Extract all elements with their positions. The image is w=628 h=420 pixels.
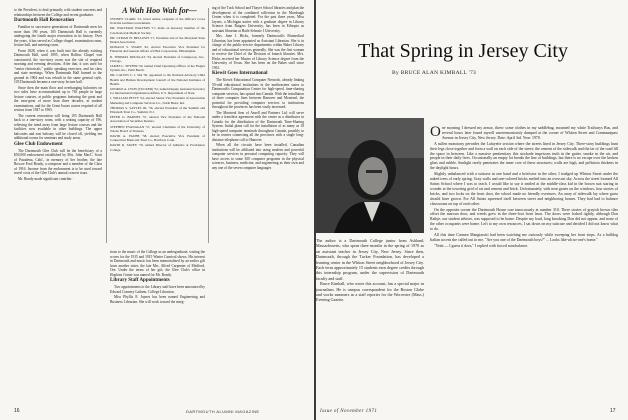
left-column-1	[14, 8, 102, 404]
section-heading: Glee Club Endowment	[14, 141, 63, 147]
paragraph: Miss Phyllis E. Jaynes has been named Engineering and Business Librarian. She will work toward the merg-	[110, 295, 205, 304]
paragraph: Two appointments to the Library staff have been announced by Edward Connery Lathem, College Librarian.	[110, 285, 205, 294]
article-caption	[316, 238, 424, 403]
article-title: That Spring in Jersey City	[358, 40, 568, 62]
article-body	[430, 126, 618, 406]
box-entry: DAVID A. FAUBE '58, elected Executive Vice President of Connecticut Bank and Trust Co., Hartford, Conn.	[110, 134, 205, 143]
box-entry: JAMES L. SEYFER '50, named Chief Operating Officer of the Flagler System, Inc., Palm Beach.	[110, 64, 205, 73]
body-paragraph: ne morning I dressed my armor, threw some clothes in my saddlebag, mounted my white Trailways Bus, and several hours later found myself unceremoniously dumped at the corner of Whiton Street and Communipaw Avenue in Jersey City, New Jersey. Date: April 3rd. Year: 1970.	[441, 126, 618, 140]
paragraph: From 1828, when it was built into the already existing Dartmouth Hall, until 1895, when Rollins Chapel was constructed, the two-story room was the site of required morning and evening devotions. After that, it was used for "senior rhetoricals," public speaking exercises, and for class and state meetings. When Dartmouth Hall burned to the ground in 1904 and was rebuilt in the same general style, 105 Dartmouth became a one-story lecture hall.	[14, 48, 102, 84]
caption-paragraph: Bruce Kimball, who wrote this account, has a special major in journalism. He is campus correspondent for the Boston Globe and works summers as a staff reporter for the Worcester (Mass.) Evening Gazette.	[316, 281, 424, 303]
column-rule	[106, 8, 107, 243]
magazine-footer: DARTMOUTH ALUMNI MAGAZINE	[186, 409, 260, 414]
body-paragraph: "Yeah — I guess it does," I replied with forced nonchalance.	[434, 243, 529, 248]
page-number: 16	[14, 408, 20, 414]
left-column-3	[212, 6, 304, 404]
box-entry: J. WILLIAM PETTY '54, elected Senior Vice President of Association Marketing and Computer Services Co., North Bend, Ind.	[110, 96, 205, 105]
box-entry: DR. CALVIN C. J. SIA '50, appointed to the National Advisory Child Health and Human Development Council of the National Institutes of Health.	[110, 73, 205, 86]
article-byline: By BRUCE ALAN KIMBALL '73	[392, 70, 477, 76]
paragraph: Familiar to successive generations of Dartmouth men for more than 190 years, 105 Dartmouth Hall is currently undergoing the fourth major renovation in its history. Over the years, it has served as College chapel, examination room, lecture hall, and meeting room.	[14, 25, 102, 47]
section-heading: Dartmouth Hall Renovation	[14, 18, 74, 23]
issue-footer: Issue of November 1971	[320, 409, 378, 414]
paragraph: Mr. Bondy made significant contribu-	[18, 176, 73, 181]
body-paragraph: Slightly unbalanced with a suitcase in one hand and a briefcase in the other, I trudged up Whiton Street under the naked trees of early spring. Gray walls and one-colored bricks melted into an overcast sky. Across the street loomed All Saints School where I was to teach. I would like to say it smiled at the middle-class kid in the brown suit staring in wonder at the towering grid of rat and cement and brick. Unfortunately, with neat grates on the windows, four stories of bricks, and two locks on the front door, the school made no friendly overtures. An array of sidewalk lay where grass should have grown. For All Saints squeezed itself between street and neighboring homes. They had had to balance classrooms on top of each other.	[430, 172, 618, 206]
box-entry: PETER G. BARNES '57, elected Vice President of the National Association of Securities Dealers.	[110, 115, 205, 124]
left-column-2	[110, 250, 205, 404]
section-heading: Library Staff Appointments	[110, 278, 170, 283]
paragraph: Since then the main floor and overhanging balconies on two sides have accommodated up to 765 people in large lecture courses, at public programs featuring the great and the near-great of more than three decades, at student examinations, and for the Great Issues course required of all seniors from 1947 to 1965.	[14, 85, 102, 112]
right-page	[316, 0, 628, 420]
body-paragraph: All this time Carmen Mangiarotti had been watching me curiously while sweeping her front steps. As a bulldog Italian accent she called out to me, "Are you one of the Dartmouth boys?" ... Looks like-uh no-one's home."	[430, 233, 618, 242]
box-entry: DR. WALTMAN WALTERS '17, made an honorary member of the Czechoslovak Medical Society.	[110, 26, 205, 35]
drop-cap: O	[430, 126, 441, 140]
section-heading: Kiewit Goes International	[212, 71, 268, 76]
intro-text: to the President, to deal primarily with student concerns and relationships between the College and recent graduates.	[14, 8, 102, 17]
column-rule	[208, 8, 209, 243]
author-photo	[316, 118, 424, 233]
box-entry: DR. LYMAN H. BELLOWS '17, President and of the Maryland State Dental Association.	[110, 35, 205, 45]
paragraph: The Dartmouth Glee Club will be the beneficiary of a $50,000 endowment established by Mrs. John MacC. Scott of Pasadena, Calif., in memory of her brother, the late Roscoe Ford Bondy, a composer and a member of the Class of 1916. Income from the endowment is to be used toward travel costs of the Glee Club's annual concert tours.	[14, 148, 102, 175]
paragraph: ing of the Tuck School and Thayer School libraries and plan the development of the combined collection in the Murdough Center when it is completed. For the past three years, Miss Jaynes, a Michigan native with a graduate degree in Library Science from Rutgers University, has been in Ethiopia as assistant librarian at Haile Selassie I University.	[212, 6, 304, 33]
caption-paragraph: The author is a Dartmouth College junior from Ashland, Massachusetts, who spent three months in the spring of 1970 as an assistant teacher in Jersey City, New Jersey. Since then, Dartmouth, through the Tucker Foundation, has developed a learning center in the Whiton Street neighborhood of Jersey City. Each term approximately 15 students earn degree credits through this internship program, under the supervision of Dartmouth faculty and staff.	[316, 238, 424, 281]
box-entry: STEPHEN EVANAGAN '57, elected Chairman of the University of Toledo Board of Trustees.	[110, 124, 205, 133]
box-entry: DAVID R. SAVEY '70, named Director of Athletics at Providence College.	[110, 143, 205, 152]
box-entry: R. THOMAS DOUGLAS '34, elected President of Compucorp, Inc., Chicago.	[110, 54, 205, 63]
box-entry: DONALD S. SWAIN '42, elected Executive Vice President for Financial and General Affairs of DNA Corporation, Philadelphia.	[110, 45, 205, 54]
body-paragraph: On the opposite corner the Dartmouth House rose innocuously at number 310. Three stories of grayish brown tiles offset the maroon door, and weeds grew in the three-foot front lawn. The doors were locked tightly, although Don Rathje, our student adviser, was supposed to be home. Despite my loud, long knocking Don did not appear, and none of the other occupants were home. Left to my own resources, I sat down on my suitcase and decided I did not know what to do.	[430, 207, 618, 232]
paragraph: When all the circuits have been installed, Canadian institutions will be affiliated into using modern and powerful computer services in personal computing capacity. They will have access to some 300 computer programs in the physical sciences, business, medicine, and engineering as their own and any one of the seven computer languages	[212, 143, 304, 170]
paragraph: The current renovation will bring 105 Dartmouth Hall back to a one-story room, with a seating capacity of 196, relieving the trend away from large lecture courses and the facilities now available in other buildings. The upper balconies and east balcony will be closed off, yielding ten additional rooms for seminars and study areas.	[14, 113, 102, 140]
paragraph: Mrs. June I. Hicks, formerly Dartmouth's Biomedical Librarian, has been appointed as Assistant Librarian. She is in charge of the public-service departments within Baker Library and of educational services generally. She was the first woman to receive the Chief of the Division of branch libraries. Mrs. Hicks received her Master of Library Science degree from the University of Texas. She has been on the Baker staff since 1961.	[212, 34, 304, 70]
box-entry: THOMAS S. SAYLES JR. '56, elected President of the Summit and Elizabeth Trust Co., Summit, N.J.	[110, 105, 205, 115]
paragraph: The Montreal firm of Ansell and Partners Ltd. will serve under a franchise agreement with the center as a distributor in Canada for the distribution of the Dartmouth Time-Sharing System. Initial plans call for the installation of as many as 18 high-speed computer terminals throughout Canada, possibly to be in centres connecting all the provinces with a single long-distance telephone call to Hanover.	[212, 110, 304, 142]
paragraph: The Kiewit Educational Computer Network, already linking 50-odd educational institutions in the northeastern states to Dartmouth's Computation Center for high-speed, time-sharing computer services, has spread into Canada. With the installation of three computer lines between Hanover and Montreal, the potential for providing computer services to institutions throughout the provinces has been vastly increased.	[212, 78, 304, 109]
author-portrait-image	[316, 118, 424, 233]
box-entry: GEORGE A. LYON (TUCKER) '52, named Deputy Assistant Secretary for International Organization Affairs, U.S. Department of State.	[110, 87, 205, 96]
box-title: A Wah Hoo Wah for—	[122, 6, 197, 15]
paragraph: tions to the music of the College as an undergraduate, writing the scores for the 1915 and 1915 Winter Carnival shows. His interest in Dartmouth and music has been memorialized by an earlier gift from another sister, the late Mrs. Alfred Carpenter of Medford, Ore. Under the terms of her gift, the Glee Club's office in Hopkins Center was named for Mr. Bondy.	[110, 250, 205, 277]
wah-hoo-wah-box	[110, 6, 205, 246]
page-number: 17	[610, 408, 616, 414]
box-entry: SYDNEY CLARK '12, travel author, recipient of the Officer's Cross from the German Government.	[110, 17, 205, 26]
body-paragraph: A sullen monotony pervades the Lafayette section where the streets lined in Jersey City. Three-story buildings hunt their legs close together and form a wall on each side of the street; the cement of the sidewalk and the tar of the road fill the space in between. Like a massive penitentiary this stockade imprisons truth in the gutter, smoke in the air, and people in their daily lives. Occasionally an empty lot breaks the line of buildings, but there is no escape over the broken glass and rubble. Sunlight rarely penetrates the inner core of these structures; walls are high, and pollution thickens in the daylight hours.	[430, 141, 618, 171]
